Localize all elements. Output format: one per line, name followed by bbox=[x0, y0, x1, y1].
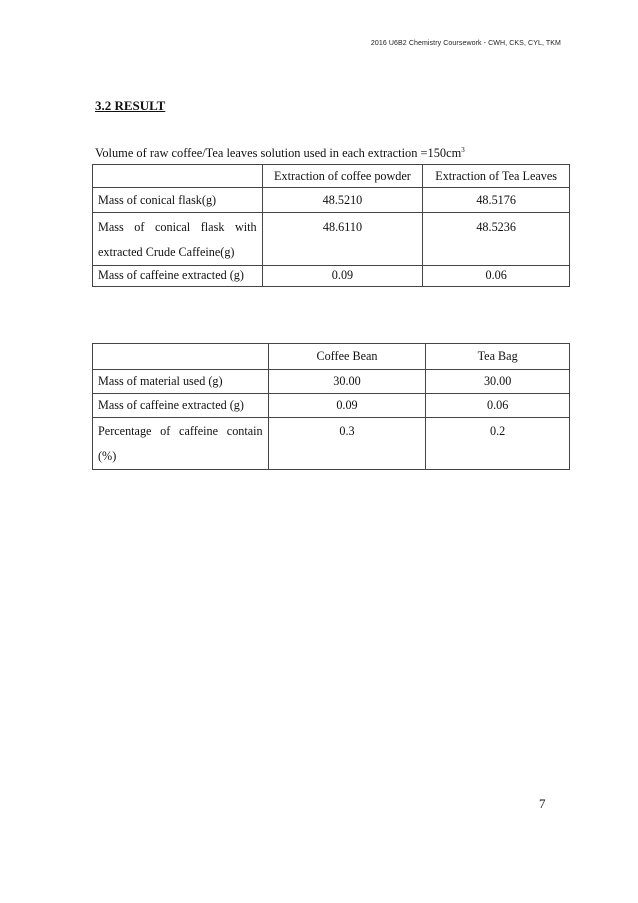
intro-text bbox=[95, 146, 465, 161]
table-cell: 0.09 bbox=[262, 266, 423, 287]
row-label: Mass of caffeine extracted (g) bbox=[93, 266, 263, 287]
table-row bbox=[93, 418, 570, 470]
percentage-table bbox=[92, 343, 570, 470]
table-cell: 0.06 bbox=[423, 266, 570, 287]
table-header-cell bbox=[93, 344, 269, 370]
section-title: 3.2 RESULT bbox=[95, 98, 166, 113]
table-cell: 48.6110 bbox=[262, 213, 423, 266]
row-label: Mass of conical flask with extracted Crude Caffeine(g) bbox=[93, 213, 263, 266]
table-row bbox=[93, 394, 570, 418]
table-header-cell bbox=[93, 165, 263, 188]
table-cell: 30.00 bbox=[268, 370, 426, 394]
row-label: Mass of caffeine extracted (g) bbox=[93, 394, 269, 418]
row-label: Percentage of caffeine contain (%) bbox=[93, 418, 269, 470]
table-cell: 0.06 bbox=[426, 394, 570, 418]
intro-text-superscript: 3 bbox=[461, 145, 465, 154]
table-cell: 48.5210 bbox=[262, 188, 423, 213]
table-cell: 30.00 bbox=[426, 370, 570, 394]
table-cell: 48.5176 bbox=[423, 188, 570, 213]
row-label: Mass of material used (g) bbox=[93, 370, 269, 394]
running-header: 2016 U6B2 Chemistry Coursework - CWH, CKS, CYL, TKM bbox=[370, 40, 561, 47]
intro-text-main: Volume of raw coffee/Tea leaves solution used in each extraction =150cm bbox=[95, 146, 462, 160]
table-cell: 0.3 bbox=[268, 418, 426, 470]
table-header-cell: Coffee Bean bbox=[268, 344, 426, 370]
extraction-table bbox=[92, 164, 570, 287]
table-header-row bbox=[93, 344, 570, 370]
table-cell: 0.2 bbox=[426, 418, 570, 470]
page-number: 7 bbox=[539, 796, 546, 811]
table-row bbox=[93, 370, 570, 394]
table-cell: 0.09 bbox=[268, 394, 426, 418]
table-cell: 48.5236 bbox=[423, 213, 570, 266]
table-row bbox=[93, 188, 570, 213]
table-header-row bbox=[93, 165, 570, 188]
table-row bbox=[93, 266, 570, 287]
table-header-cell: Extraction of Tea Leaves bbox=[423, 165, 570, 188]
table-header-cell: Tea Bag bbox=[426, 344, 570, 370]
table-row bbox=[93, 213, 570, 266]
table-header-cell: Extraction of coffee powder bbox=[262, 165, 423, 188]
row-label: Mass of conical flask(g) bbox=[93, 188, 263, 213]
